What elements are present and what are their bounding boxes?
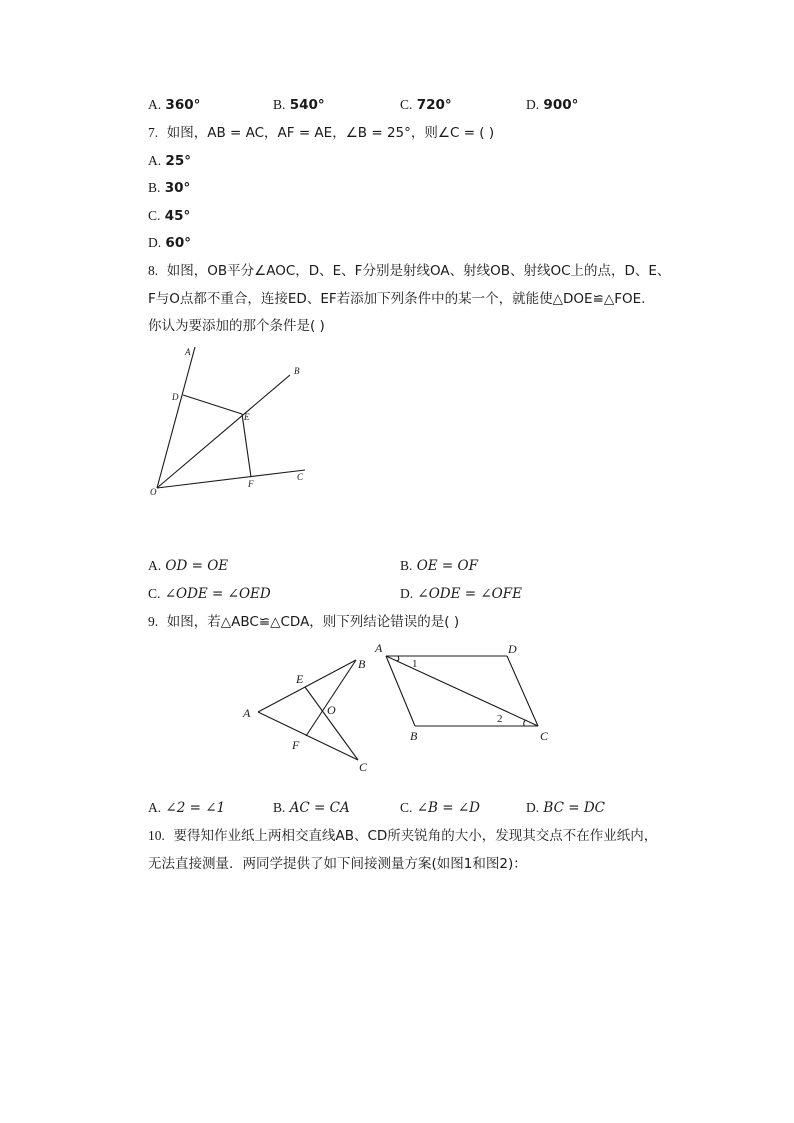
ray-oa (157, 347, 195, 488)
option-value: 540° (289, 97, 325, 113)
q9-option-c[interactable] (400, 799, 480, 817)
segment-dc (507, 656, 538, 726)
option-label: C. (400, 800, 413, 815)
segment-ef (242, 414, 251, 477)
segment-ac (258, 712, 358, 760)
q8-stem-line1 (148, 262, 670, 280)
option-label: B. (400, 558, 413, 573)
option-label: D. (526, 800, 540, 815)
label-b2: B (410, 729, 418, 743)
label-o: O (150, 487, 157, 497)
question-text: 如图，若△ABC≌△CDA，则下列结论错误的是( ) (166, 614, 460, 630)
q9-stem (148, 613, 459, 631)
q8-stem-line2: F与O点都不重合，连接ED、EF若添加下列条件中的某一个，就能使△DOE≌△FOE. (148, 291, 646, 307)
segment-ab2 (386, 656, 415, 726)
option-label: B. (273, 97, 286, 112)
q8-option-b[interactable] (400, 557, 478, 575)
q9-option-d[interactable] (526, 799, 605, 817)
question-text: 如图，OB平分∠AOC，D、E、F分别是射线OA、射线OB、射线OC上的点，D、E、 (166, 263, 671, 279)
label-d2: D (508, 642, 517, 656)
option-value: 30° (164, 180, 191, 196)
diagonal-ac (386, 656, 538, 726)
q10-stem-line1 (148, 827, 657, 845)
q6-option-d[interactable] (526, 96, 578, 114)
option-label: A. (148, 558, 162, 573)
q9-figure (235, 638, 565, 778)
label-b: B (358, 657, 366, 671)
label-b: B (294, 366, 300, 376)
angle-2-label: 2 (497, 713, 503, 725)
option-label: D. (148, 235, 162, 250)
question-text: 要得知作业纸上两相交直线AB、CD所夹锐角的大小，发现其交点不在作业纸内， (173, 828, 658, 844)
option-label: A. (148, 800, 162, 815)
label-e: E (296, 672, 304, 686)
q7-option-a[interactable] (148, 152, 191, 170)
q7-option-d[interactable] (148, 234, 191, 252)
label-f: F (292, 738, 300, 752)
q8-option-a[interactable] (148, 557, 228, 575)
option-value: 45° (164, 208, 191, 224)
question-text: 如图，AB = AC，AF = AE，∠B = 25°，则∠C = ( ) (166, 125, 495, 141)
q9-option-a[interactable] (148, 799, 225, 817)
option-value: ∠B = ∠D (416, 800, 480, 816)
q7-stem (148, 124, 494, 142)
segment-de (183, 395, 242, 414)
label-a: A (243, 706, 251, 720)
q8-option-c[interactable] (148, 585, 271, 603)
q6-option-b[interactable] (273, 96, 325, 114)
question-number: 10. (148, 828, 165, 843)
q7-option-c[interactable] (148, 207, 190, 225)
option-value: 900° (543, 97, 579, 113)
q8-figure (140, 340, 320, 505)
option-value: OE = OF (416, 558, 478, 574)
label-o: O (327, 703, 336, 717)
q6-option-a[interactable] (148, 96, 200, 114)
ray-oc (157, 470, 305, 488)
option-label: C. (148, 586, 161, 601)
label-c2: C (540, 729, 549, 743)
option-label: C. (400, 97, 413, 112)
option-label: A. (148, 153, 162, 168)
label-c: C (359, 760, 368, 774)
segment-ab (258, 660, 356, 712)
option-value: ∠2 = ∠1 (165, 800, 226, 816)
option-value: 25° (165, 153, 191, 169)
option-label: B. (148, 180, 161, 195)
label-c: C (297, 472, 304, 482)
option-value: BC = DC (543, 800, 605, 816)
option-value: OD = OE (165, 558, 229, 574)
option-value: 720° (416, 97, 452, 113)
option-value: ∠ODE = ∠OFE (417, 586, 522, 602)
option-label: C. (148, 208, 161, 223)
option-value: AC = CA (289, 800, 350, 816)
q9-option-b[interactable] (273, 799, 350, 817)
label-d: D (172, 392, 179, 402)
option-value: 60° (165, 235, 191, 251)
q8-stem-line3: 你认为要添加的那个条件是( ) (148, 318, 325, 334)
angle-1-label: 1 (412, 658, 418, 670)
label-a: A (185, 347, 191, 357)
option-label: A. (148, 97, 162, 112)
label-a2: A (375, 641, 383, 655)
option-value: ∠ODE = ∠OED (164, 586, 271, 602)
q10-stem-line2: 无法直接测量．两同学提供了如下间接测量方案(如图1和图2)： (148, 856, 527, 872)
option-label: D. (400, 586, 414, 601)
q6-option-c[interactable] (400, 96, 452, 114)
option-label: B. (273, 800, 286, 815)
question-number: 9. (148, 614, 159, 629)
question-number: 7. (148, 125, 159, 140)
angle-1-arc (397, 656, 399, 661)
label-e: E (244, 412, 250, 422)
label-f: F (248, 479, 254, 489)
question-number: 8. (148, 263, 159, 278)
option-value: 360° (165, 97, 201, 113)
q8-option-d[interactable] (400, 585, 522, 603)
q7-option-b[interactable] (148, 179, 190, 197)
option-label: D. (526, 97, 540, 112)
